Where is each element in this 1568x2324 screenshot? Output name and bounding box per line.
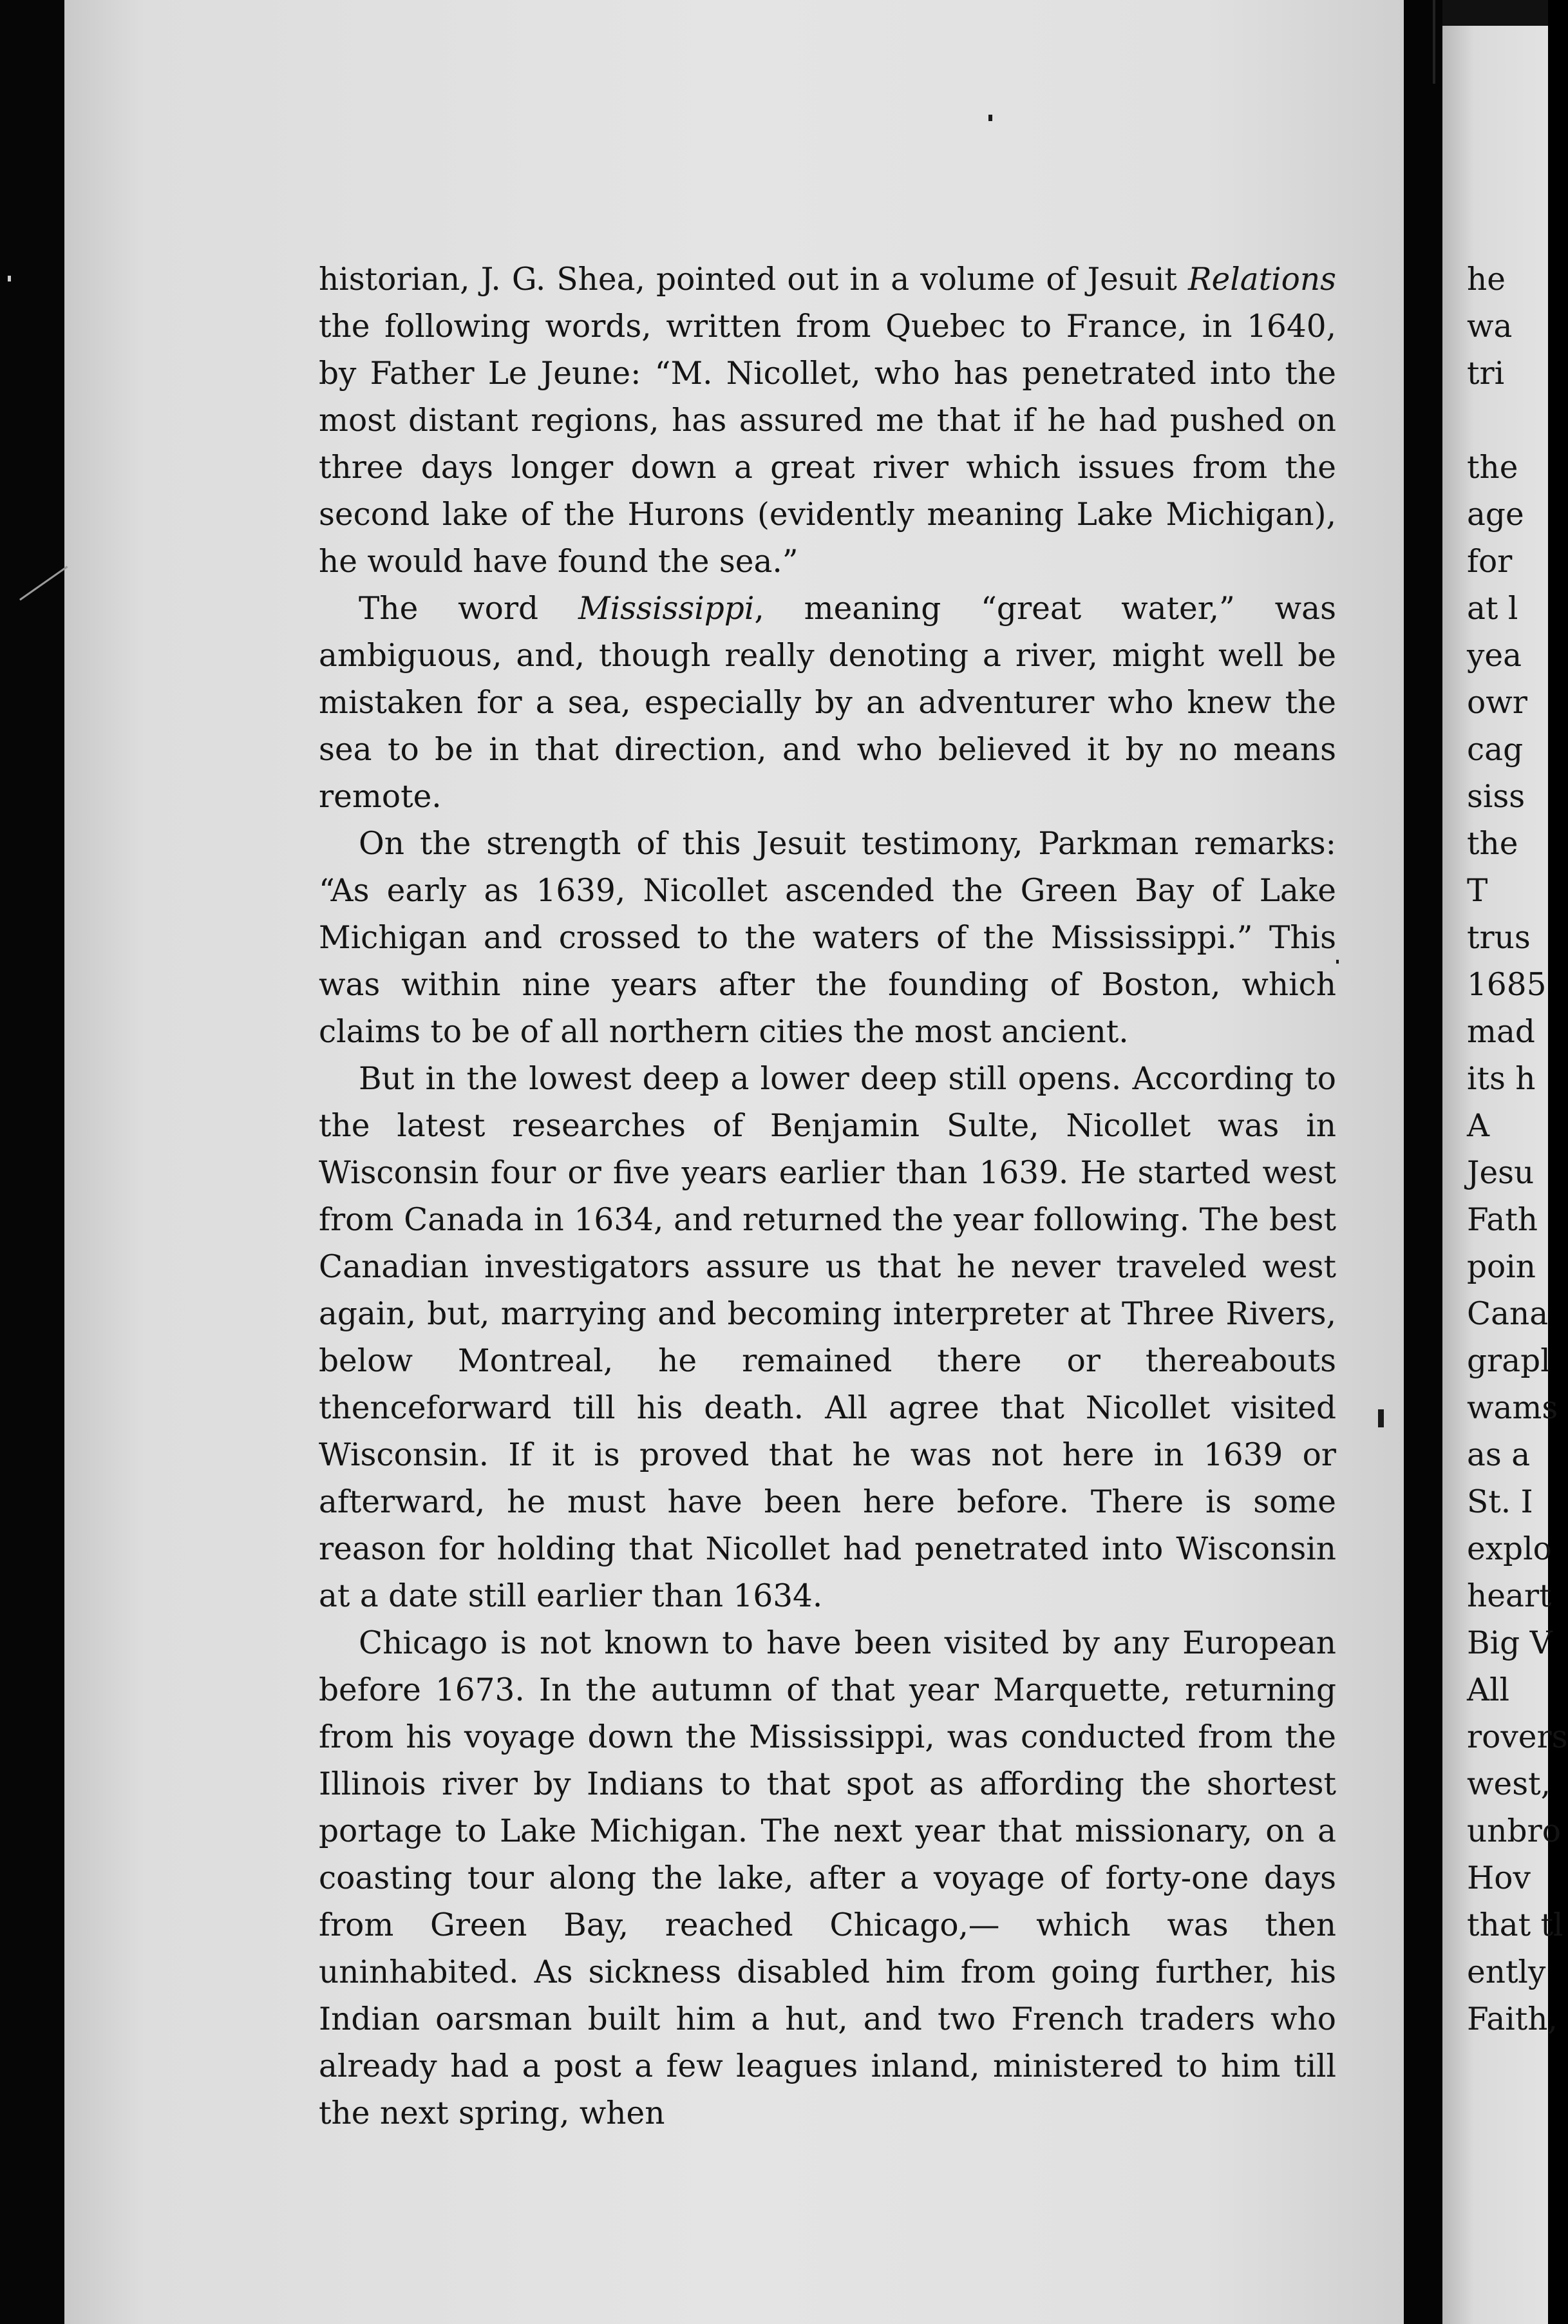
right-page-line: for bbox=[1467, 544, 1513, 580]
right-page-line: ently bbox=[1467, 1954, 1546, 1990]
right-page-line: Big V bbox=[1467, 1625, 1553, 1661]
italic-term: Mississippi bbox=[578, 591, 755, 627]
right-page-line: explo bbox=[1467, 1531, 1552, 1567]
paragraph bbox=[319, 586, 1336, 821]
right-page-line: Hov bbox=[1467, 1860, 1531, 1896]
paragraph bbox=[319, 1620, 1336, 2137]
right-page-line bbox=[1467, 397, 1548, 444]
right-page-line: he bbox=[1467, 262, 1506, 298]
right-page-line: grapl bbox=[1467, 1343, 1551, 1379]
book-gutter bbox=[1404, 0, 1442, 2324]
text-run: Chicago is not known to have been visited by any European before 1673. In the autumn of that year Marquette, returning from his voyage down the Mississippi, was conducted from the Illinois river by Indians to that spot as affording the shortest portage to Lake Michigan. The next year that missionary, on a coasting tour along the lake, after a voyage of forty-one days from Green Bay, reached Chicago,— which was then uninhabited. As sickness disabled him from going further, his Indian oarsman built him a hut, and two French traders who already had a post a few leagues inland, ministered to him till the next spring, when bbox=[319, 1625, 1336, 2131]
right-page-line: Cana bbox=[1467, 1296, 1549, 1332]
right-page-shadow bbox=[1442, 0, 1548, 26]
text-run: But in the lowest deep a lower deep still opens. According to the latest researches of Benjamin Sulte, Nicollet was in Wisconsin four or five years earlier than 1639. He started west from Canada in 1634, and returned the year following. The best Canadian investigators assure us that he never traveled west again, but, marrying and becoming interpreter at Three Rivers, below Montreal, he remained there or thereabouts thenceforward till his death. All agree that Nicollet visited Wisconsin. If it is proved that he was not here in 1639 or afterward, he must have been here before. There is some reason for holding that Nicollet had penetrated into Wisconsin at a date still earlier than 1634. bbox=[319, 1061, 1336, 1614]
right-page-line: T bbox=[1467, 873, 1488, 909]
right-page-line: Jesu bbox=[1467, 1155, 1535, 1191]
text-run: historian, J. G. Shea, pointed out in a volume of Jesuit bbox=[319, 262, 1189, 298]
right-page-line: trus bbox=[1467, 920, 1531, 956]
right-page-line: at l bbox=[1467, 591, 1518, 627]
right-page-line: west, bbox=[1467, 1766, 1551, 1802]
right-page-line: poin bbox=[1467, 1249, 1536, 1285]
right-page-line: St. I bbox=[1467, 1484, 1533, 1520]
right-page-line: owr bbox=[1467, 685, 1527, 721]
right-page-line: wams bbox=[1467, 1390, 1558, 1426]
ink-speck bbox=[1336, 960, 1339, 964]
paragraph bbox=[319, 1056, 1336, 1620]
margin-speck bbox=[8, 276, 11, 281]
right-page-line: heart bbox=[1467, 1578, 1552, 1614]
right-page-line: A bbox=[1467, 1108, 1490, 1144]
italic-term: Relations bbox=[1188, 262, 1336, 298]
right-page-line: age bbox=[1467, 497, 1524, 533]
right-page-line: Faith, bbox=[1467, 2001, 1558, 2037]
right-page-line: yea bbox=[1467, 638, 1522, 674]
right-page-line: unbro bbox=[1467, 1813, 1561, 1849]
text-run: the following words, written from Quebec to France, in 1640, by Father Le Jeune: “M. Nicollet, who has penetrated into the most distant regions, has assured me that if he had pushed on three days longer down a great river which issues from the second lake of the Hurons (evidently meaning Lake Michigan), he would have found the sea.” bbox=[319, 309, 1336, 580]
ink-speck bbox=[1378, 1409, 1384, 1427]
text-run: The word bbox=[359, 591, 578, 627]
right-page-line: mad bbox=[1467, 1014, 1535, 1050]
right-page-line: 1685 bbox=[1467, 967, 1547, 1003]
text-run: , meaning “great water,” was ambiguous, and, though really denoting a river, might well be mistaken for a sea, especially by an adventurer who knew the sea to be in that direction, and who believed it by no means remote. bbox=[319, 591, 1336, 815]
right-page-line: tri bbox=[1467, 356, 1505, 392]
right-page-line: All bbox=[1467, 1672, 1510, 1708]
right-page-line: rovers bbox=[1467, 1719, 1568, 1755]
gutter-edge bbox=[1433, 0, 1435, 84]
text-run: On the strength of this Jesuit testimony, Parkman remarks: “As early as 1639, Nicollet ascended the Green Bay of Lake Michigan and crossed to the waters of the Mississippi.” This was within nine years after the founding of Boston, which claims to be of all northern cities the most ancient. bbox=[319, 826, 1336, 1050]
right-page-line: siss bbox=[1467, 779, 1525, 815]
main-text-block bbox=[319, 256, 1336, 2137]
right-page-text-fragment bbox=[1467, 256, 1568, 2043]
right-page-line: its h bbox=[1467, 1061, 1536, 1097]
paragraph bbox=[319, 821, 1336, 1056]
ink-speck bbox=[988, 115, 992, 121]
right-page-line: Fath bbox=[1467, 1202, 1538, 1238]
right-page-line: as a bbox=[1467, 1437, 1531, 1473]
right-page-line: the bbox=[1467, 826, 1518, 862]
right-page-line: the bbox=[1467, 450, 1518, 486]
right-page-line: cag bbox=[1467, 732, 1524, 768]
right-page-line: wa bbox=[1467, 309, 1513, 345]
right-page-line: that tl bbox=[1467, 1907, 1563, 1943]
paragraph bbox=[319, 256, 1336, 586]
